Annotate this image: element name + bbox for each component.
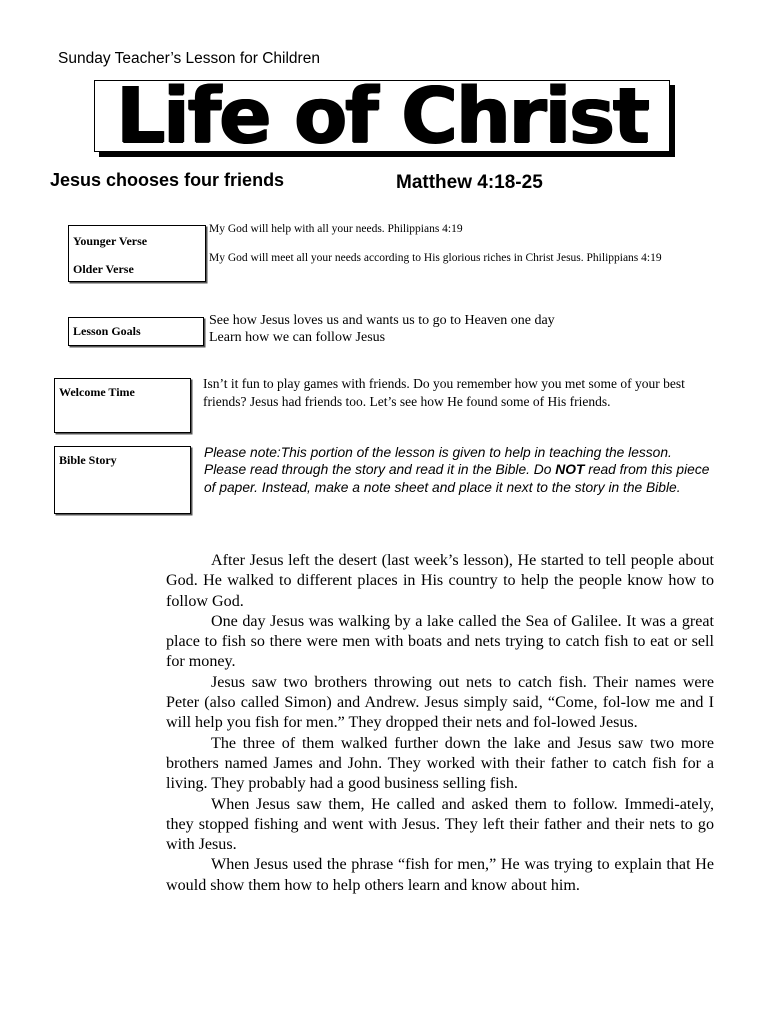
- story-paragraph: After Jesus left the desert (last week’s lesson), He started to tell people about God. He walked to different places in His country to help the people know how to follow God.: [166, 552, 714, 610]
- story-paragraph: The three of them walked further down the lake and Jesus saw two more brothers named James and John. They worked with their father to catch fish for a living. They probably had a good business selling fish.: [166, 734, 714, 793]
- welcome-time-label-box: [54, 378, 191, 433]
- banner-title: Life of Christ: [116, 80, 648, 152]
- lesson-goal-2: Learn how we can follow Jesus: [209, 330, 386, 345]
- lesson-goal-1: See how Jesus loves us and wants us to go to Heaven one day: [209, 313, 555, 328]
- story-paragraph: When Jesus used the phrase “fish for men,” He was trying to explain that He would show them how to help others learn and know about him.: [166, 856, 714, 894]
- welcome-time-label: Welcome Time: [59, 385, 135, 399]
- welcome-time-text: Isn’t it fun to play games with friends. Do you remember how you met some of your best friends? Jesus had friends too. Let’s see how He found some of His friends.: [203, 376, 685, 409]
- older-verse-label: Older Verse: [73, 262, 134, 276]
- bible-story-label-box: [54, 446, 191, 514]
- lesson-title: Jesus chooses four friends: [50, 170, 285, 190]
- older-verse-text: My God will meet all your needs according to His glorious riches in Christ Jesus. Philippians 4:19: [209, 252, 662, 264]
- bible-story-label: Bible Story: [59, 453, 117, 467]
- lesson-goals-label: Lesson Goals: [73, 324, 141, 338]
- scripture-reference: Matthew 4:18-25: [396, 172, 543, 193]
- story-paragraph: One day Jesus was walking by a lake called the Sea of Galilee. It was a great place to fish so there were men with boats and nets trying to catch fish to eat or sell for money.: [166, 612, 714, 671]
- younger-verse-text: My God will help with all your needs. Philippians 4:19: [209, 223, 463, 235]
- note-emphasis: NOT: [555, 462, 585, 478]
- page-subtitle: Sunday Teacher’s Lesson for Children: [58, 50, 320, 67]
- lesson-goals-text: [209, 312, 555, 346]
- younger-verse-label: Younger Verse: [73, 234, 148, 248]
- bible-story-note: [204, 444, 714, 496]
- story-paragraph: When Jesus saw them, He called and asked them to follow. Immedi-ately, they stopped fishing and went with Jesus. They left their father and their nets to go with Jesus.: [166, 795, 714, 854]
- story-body: [166, 551, 714, 896]
- note-text-before: Please note:This portion of the lesson is given to help in teaching the lesson. Please read through the story and read it in the Bible. Do: [204, 445, 672, 478]
- note-text-after: read from this piece of paper. Instead, make a note sheet and place it next to the story in the Bible.: [204, 462, 710, 495]
- lesson-goals-label-box: [68, 317, 204, 346]
- banner-title-box: [94, 80, 670, 152]
- verse-label-box: [68, 225, 206, 282]
- story-paragraph: Jesus saw two brothers throwing out nets to catch fish. Their names were Peter (also called Simon) and Andrew. Jesus simply said, “Come, fol-low me and I will help you fish for men.” They dropped their nets and fol-lowed Jesus.: [166, 673, 714, 732]
